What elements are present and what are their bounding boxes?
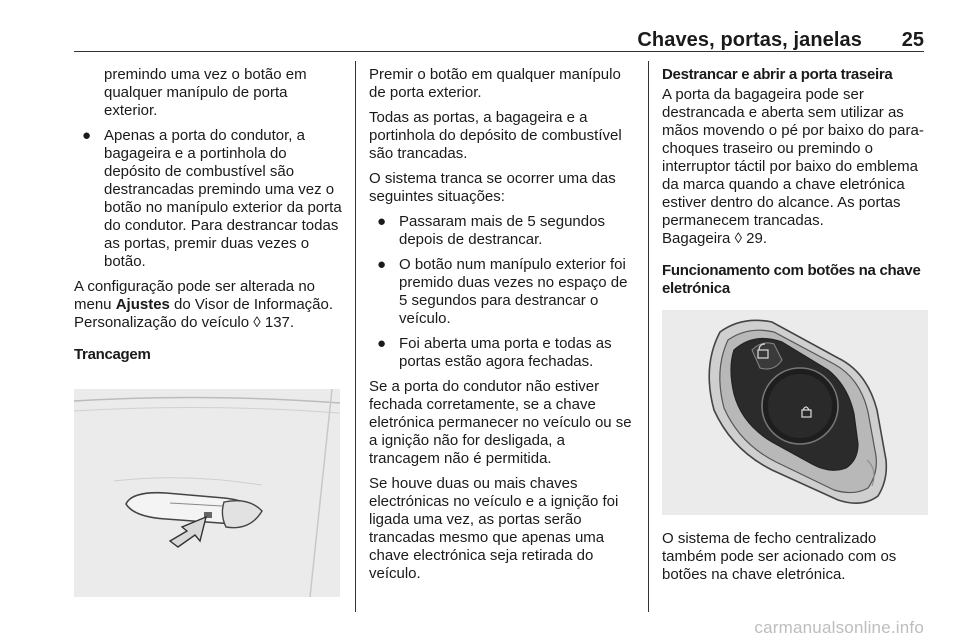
- config-text-before: A configuração pode ser alterada no menu: [74, 278, 316, 313]
- paragraph-tailgate: [662, 86, 928, 248]
- header-divider: [74, 51, 924, 52]
- continued-text: premindo uma vez o botão em qualquer manípulo de porta exterior.: [104, 66, 307, 119]
- heading-tailgate: Destrancar e abrir a porta traseira: [662, 66, 893, 83]
- paragraph-multiple-keys: Se houve duas ou mais chaves electrónicas no veículo e a ignição foi ligada uma vez, as portas serão trancadas mesmo que apenas uma chave electrónica seja retirada do veículo.: [369, 475, 619, 582]
- heading-trancagem: Trancagem: [74, 346, 151, 363]
- column-1: [74, 66, 344, 371]
- column-2: [369, 66, 635, 590]
- door-handle-drawing: [74, 389, 340, 597]
- bullet-dot: ●: [377, 213, 387, 230]
- electronic-key-drawing: [662, 310, 928, 515]
- bullet-dot: ●: [377, 335, 387, 352]
- column-3-lower: [662, 530, 928, 591]
- heading-key-buttons: Funcionamento com botões na chave eletrónica: [662, 262, 921, 297]
- menu-ajustes: Ajustes: [115, 296, 170, 313]
- config-paragraph: [74, 278, 344, 332]
- column-3: [662, 66, 928, 305]
- bullet-item: [369, 213, 635, 249]
- bullet-dot: ●: [377, 256, 387, 273]
- bullet-item: [369, 256, 635, 328]
- paragraph-lock-not-allowed: Se a porta do condutor não estiver fechada corretamente, se a chave eletrónica permanecer no veículo ou se a ignição não for desligada, a trancagem não é permitida.: [369, 378, 632, 467]
- paragraph-central-locking: O sistema de fecho centralizado também pode ser acionado com os botões na chave eletrónica.: [662, 530, 897, 583]
- bullet-text: Apenas a porta do condutor, a bagageira e a portinhola do depósito de combustível são destrancadas premindo uma vez o botão no manípulo exterior da porta do condutor. Para destrancar todas as portas, premir duas vezes o botão.: [104, 127, 342, 270]
- cross-ref-arrow-icon: ◊: [734, 230, 742, 247]
- tailgate-ref-label: Bagageira: [662, 230, 735, 247]
- tailgate-text: A porta da bagageira pode ser destrancada e aberta sem utilizar as mãos movendo o pé por baixo do para-choques traseiro ou premindo o interruptor táctil por baixo do emblema da marca quando a chave eletrónica estiver dentro do alcance. As portas permanecem trancadas.: [662, 86, 924, 229]
- column-divider-2: [648, 61, 649, 612]
- cross-ref-arrow-icon: ◊: [253, 314, 261, 331]
- electronic-key-illustration: [662, 310, 928, 515]
- bullet-dot: ●: [82, 127, 92, 144]
- bullet-item: [74, 127, 344, 271]
- bullet-text: Passaram mais de 5 segundos depois de destrancar.: [399, 213, 605, 248]
- cross-ref-page: 137.: [260, 314, 295, 331]
- tailgate-ref-page: 29.: [741, 230, 768, 247]
- bullet-text: Foi aberta uma porta e todas as portas estão agora fechadas.: [399, 335, 612, 370]
- door-handle-illustration: [74, 389, 340, 597]
- watermark: carmanualsonline.info: [754, 618, 924, 637]
- paragraph-auto-lock: O sistema tranca se ocorrer uma das seguintes situações:: [369, 170, 616, 205]
- page-number: 25: [901, 29, 924, 51]
- config-text-after: do Visor de Informação. Personalização do veículo: [74, 296, 334, 331]
- section-title: Chaves, portas, janelas: [637, 29, 862, 51]
- paragraph-press-button: Premir o botão em qualquer manípulo de porta exterior.: [369, 66, 621, 101]
- column-divider-1: [355, 61, 356, 612]
- bullet-item: [369, 335, 635, 371]
- bullet-text: O botão num manípulo exterior foi premido duas vezes no espaço de 5 segundos para destrancar o veículo.: [399, 256, 628, 327]
- paragraph-all-locked: Todas as portas, a bagageira e a portinhola do depósito de combustível são trancadas.: [369, 109, 622, 162]
